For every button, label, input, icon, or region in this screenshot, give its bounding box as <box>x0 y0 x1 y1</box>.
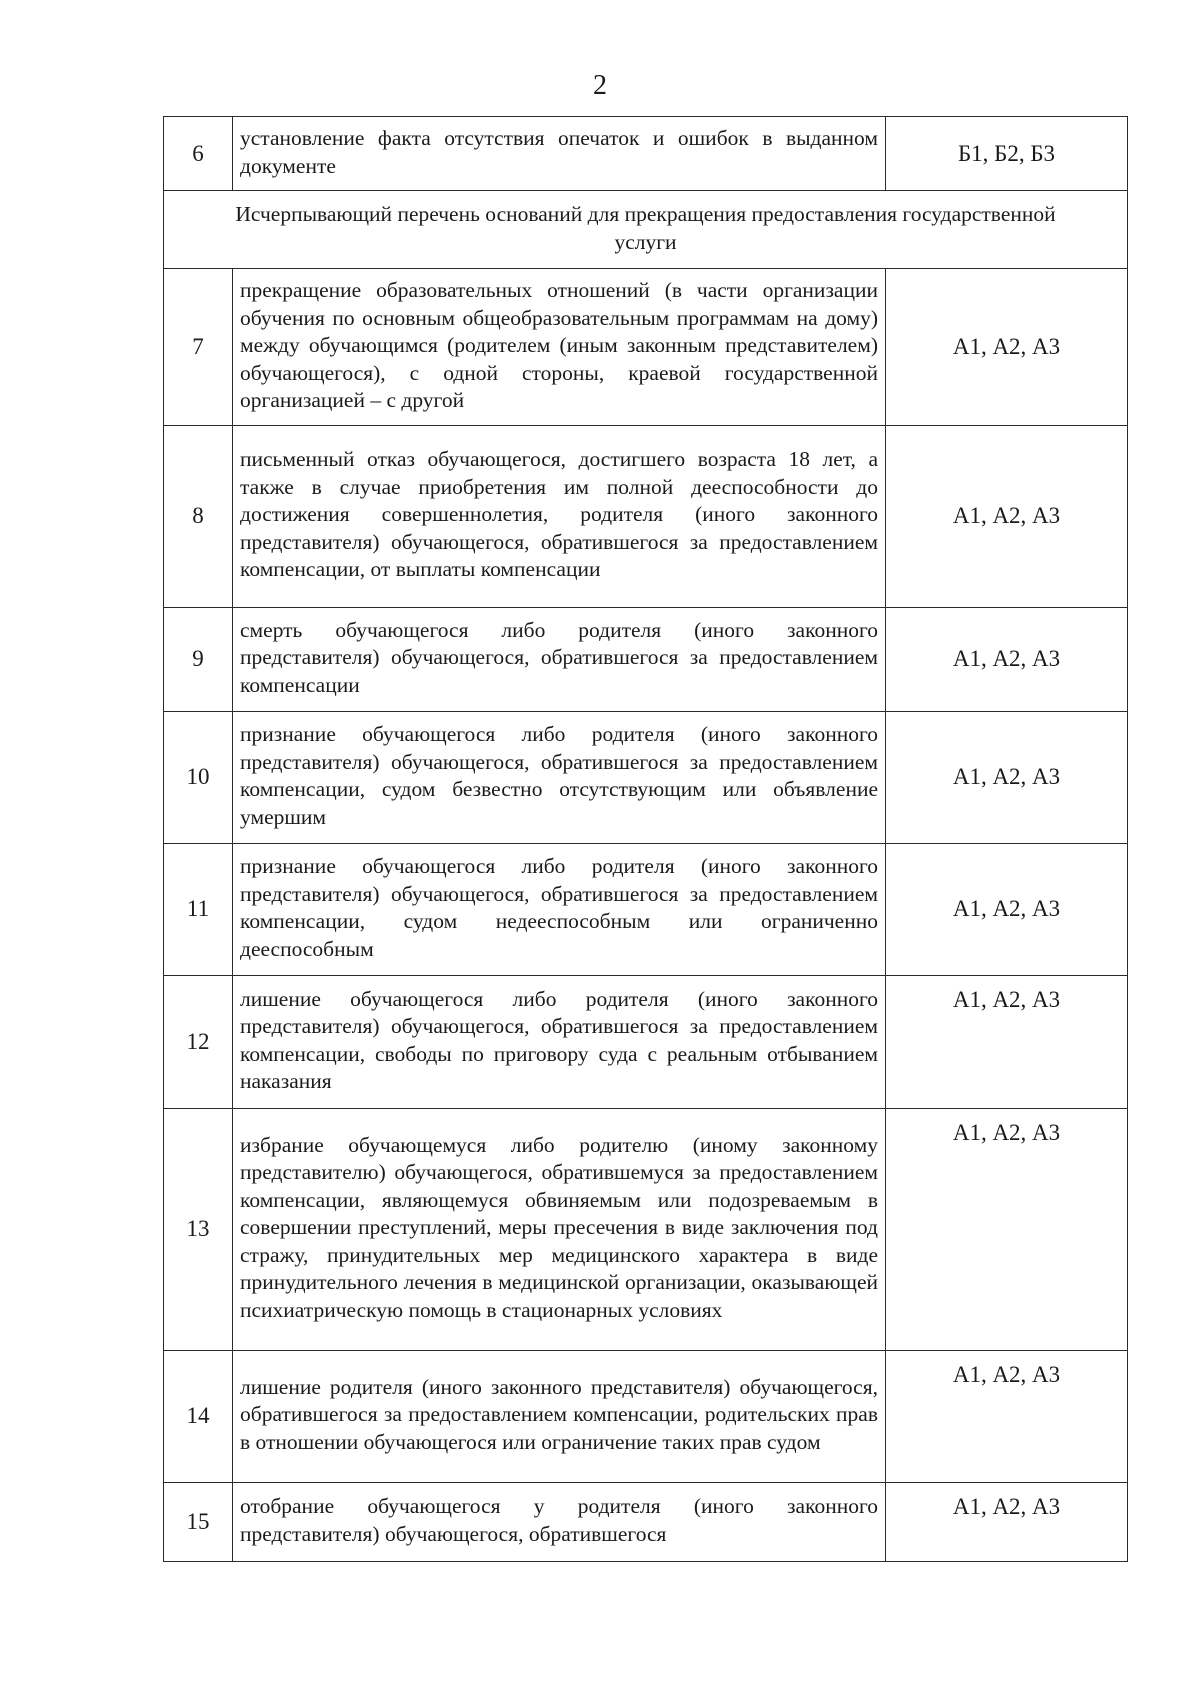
page-number: 2 <box>593 70 607 101</box>
row-number: 8 <box>164 425 233 607</box>
section-heading-row <box>164 191 1128 269</box>
section-heading: Исчерпывающий перечень оснований для прекращения предоставления государственной услуги <box>164 191 1128 269</box>
row-codes: А1, А2, А3 <box>886 607 1128 711</box>
grounds-table <box>163 116 1128 1562</box>
table-row <box>164 269 1128 426</box>
row-text: избрание обучающемуся либо родителю (иному законному представителю) обучающегося, обратившемуся за предоставлением компенсации, являющемуся обвиняемым или подозреваемым в совершении преступлений, меры пресечения в виде заключения под стражу, принудительных мер медицинского характера в виде принудительного лечения в медицинской организации, оказывающей психиатрическую помощь в стационарных условиях <box>233 1108 886 1350</box>
table-row <box>164 1482 1128 1561</box>
table-row <box>164 843 1128 975</box>
row-number: 13 <box>164 1108 233 1350</box>
row-number: 14 <box>164 1350 233 1482</box>
row-text: признание обучающегося либо родителя (иного законного представителя) обучающегося, обратившегося за предоставлением компенсации, судом недееспособным или ограниченно дееспособным <box>233 843 886 975</box>
row-codes: А1, А2, А3 <box>886 269 1128 426</box>
row-codes: А1, А2, А3 <box>886 1108 1128 1350</box>
row-text: признание обучающегося либо родителя (иного законного представителя) обучающегося, обратившегося за предоставлением компенсации, судом безвестно отсутствующим или объявление умершим <box>233 711 886 843</box>
row-number: 7 <box>164 269 233 426</box>
row-codes: Б1, Б2, Б3 <box>886 117 1128 191</box>
row-codes: А1, А2, А3 <box>886 1482 1128 1561</box>
row-text: лишение обучающегося либо родителя (иного законного представителя) обучающегося, обратившегося за предоставлением компенсации, свободы по приговору суда с реальным отбыванием наказания <box>233 975 886 1108</box>
table-row <box>164 1108 1128 1350</box>
row-codes: А1, А2, А3 <box>886 711 1128 843</box>
table-row <box>164 425 1128 607</box>
row-text: письменный отказ обучающегося, достигшего возраста 18 лет, а также в случае приобретения им полной дееспособности до достижения совершеннолетия, родителя (иного законного представителя) обучающегося, обратившегося за предоставлением компенсации, от выплаты компенсации <box>233 425 886 607</box>
row-codes: А1, А2, А3 <box>886 425 1128 607</box>
row-number: 12 <box>164 975 233 1108</box>
row-text: отобрание обучающегося у родителя (иного законного представителя) обучающегося, обратившегося <box>233 1482 886 1561</box>
row-number: 9 <box>164 607 233 711</box>
row-codes: А1, А2, А3 <box>886 1350 1128 1482</box>
row-number: 6 <box>164 117 233 191</box>
row-text: прекращение образовательных отношений (в части организации обучения по основным общеобразовательным программам на дому) между обучающимся (родителем (иным законным представителем) обучающегося), с одной стороны, краевой государственной организацией – с другой <box>233 269 886 426</box>
table-row <box>164 607 1128 711</box>
row-number: 15 <box>164 1482 233 1561</box>
row-codes: А1, А2, А3 <box>886 975 1128 1108</box>
row-number: 10 <box>164 711 233 843</box>
row-codes: А1, А2, А3 <box>886 843 1128 975</box>
row-text: смерть обучающегося либо родителя (иного законного представителя) обучающегося, обратившегося за предоставлением компенсации <box>233 607 886 711</box>
table-row <box>164 711 1128 843</box>
table-row <box>164 975 1128 1108</box>
table-row <box>164 1350 1128 1482</box>
row-text: лишение родителя (иного законного представителя) обучающегося, обратившегося за предоставлением компенсации, родительских прав в отношении обучающегося или ограничение таких прав судом <box>233 1350 886 1482</box>
table-row <box>164 117 1128 191</box>
row-number: 11 <box>164 843 233 975</box>
row-text: установление факта отсутствия опечаток и ошибок в выданном документе <box>233 117 886 191</box>
